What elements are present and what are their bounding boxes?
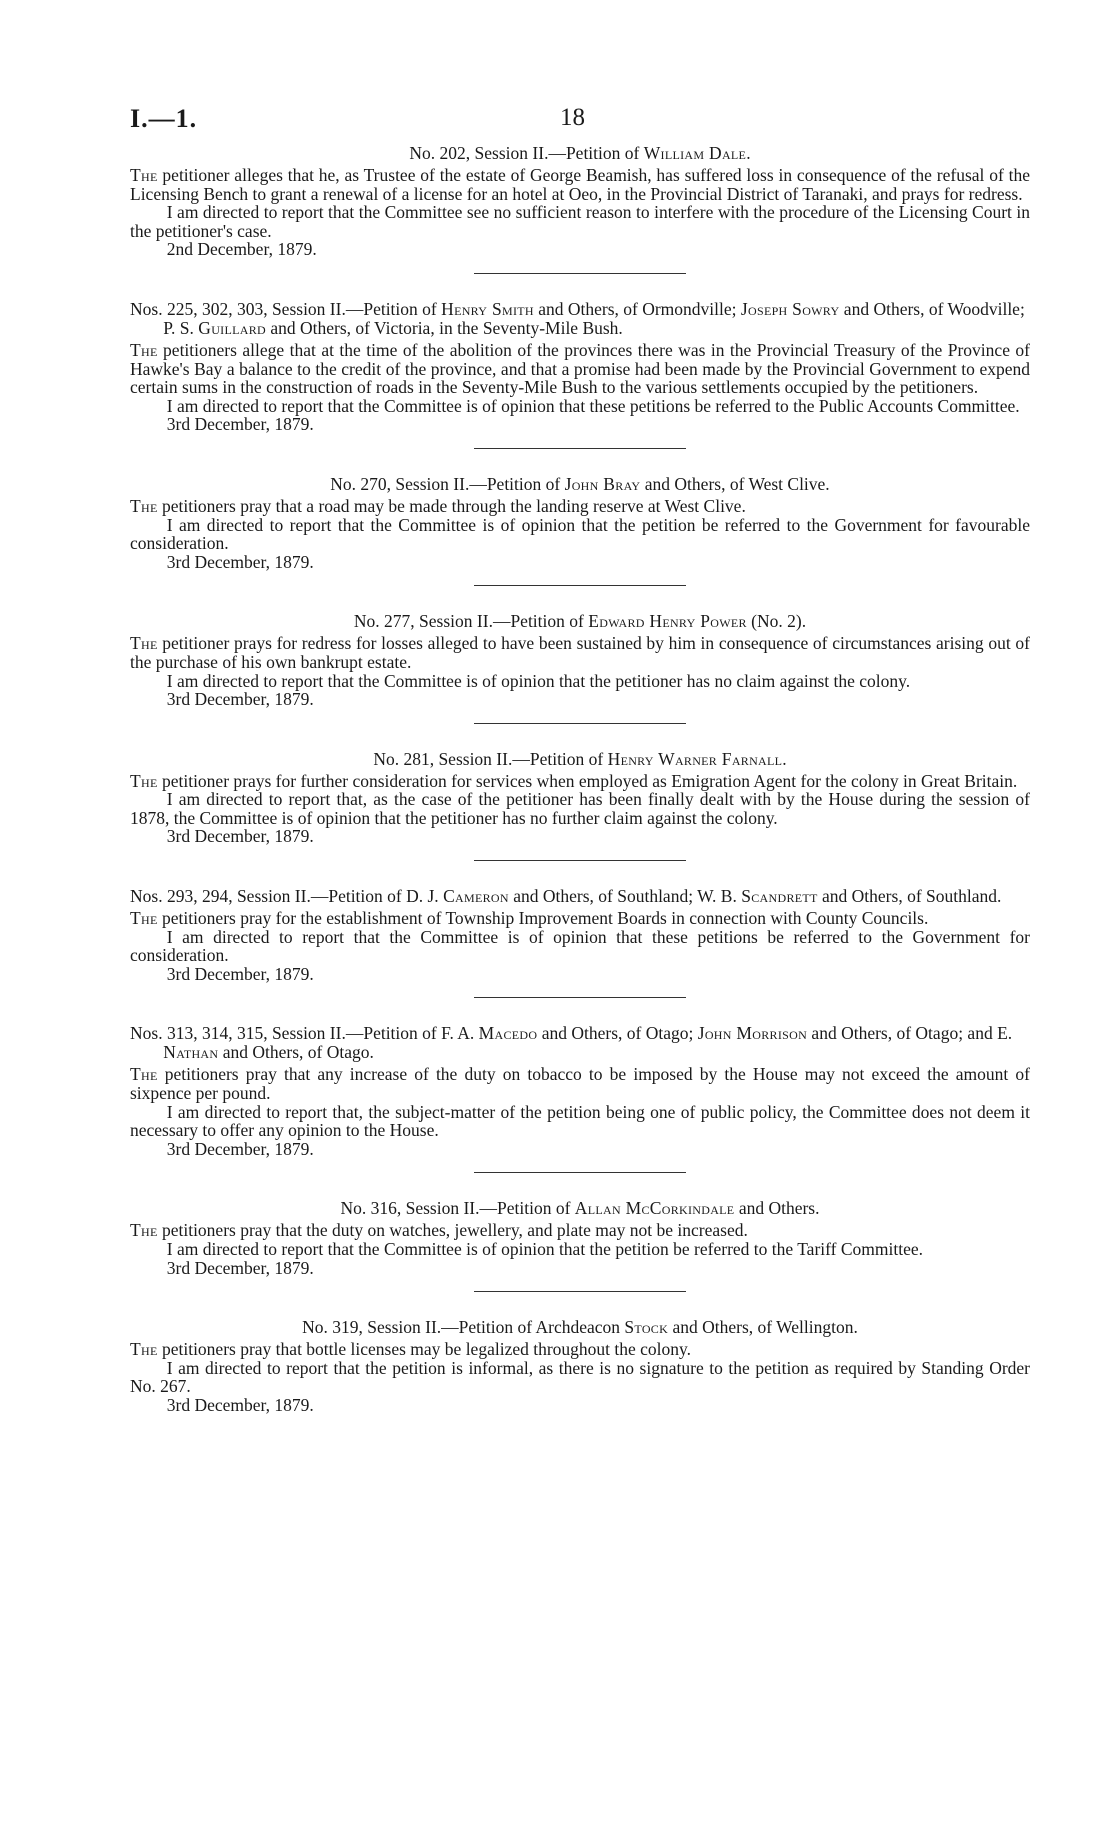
report-date: 3rd December, 1879. [166, 963, 314, 984]
petitioner-name: John Morrison [697, 1023, 808, 1044]
petition-313-314-315 [130, 1024, 1030, 1173]
petition-281 [130, 750, 1030, 861]
section-divider [474, 448, 686, 449]
petition-title: Nos. 313, 314, 315, Session II.—Petition of F. A. Macedo and Others, of Otago; John Morrison and Others, of Otago; and E. Nathan and Others, of Otago. [130, 1023, 1013, 1063]
petitioner-name: John Bray [564, 473, 641, 494]
committee-report: I am directed to report that the Committee see no sufficient reason to interfere with the procedure of the Licensing Court in the petitioner's case. [130, 202, 1030, 241]
petition-allegation: The petitioner prays for redress for losses alleged to have been sustained by him in consequence of circumstances arising out of the purchase of his own bankrupt estate. [130, 633, 1030, 672]
petition-title: No. 281, Session II.—Petition of Henry Warner Farnall. [373, 748, 787, 769]
petitioner-name: Joseph Sowry [740, 298, 840, 319]
report-date: 3rd December, 1879. [166, 414, 314, 435]
petition-270 [130, 475, 1030, 586]
petitioner-name: Stock [624, 1317, 669, 1338]
section-divider [474, 860, 686, 861]
section-divider [474, 1291, 686, 1292]
petition-title: Nos. 293, 294, Session II.—Petition of D. J. Cameron and Others, of Southland; W. B. Scandrett and Others, of Southland. [130, 886, 1002, 907]
petitioner-name: Cameron [443, 886, 509, 907]
petitioner-name: Guillard [198, 317, 266, 338]
petition-319 [130, 1318, 1030, 1414]
report-date: 3rd December, 1879. [166, 551, 314, 572]
page-number: 18 [560, 104, 585, 131]
petitioner-name: Nathan [163, 1042, 219, 1063]
petition-title: No. 202, Session II.—Petition of William Dale. [409, 143, 751, 163]
page-header [130, 96, 1030, 132]
petition-title: No. 319, Session II.—Petition of Archdeacon Stock and Others, of Wellington. [302, 1317, 858, 1338]
petition-293-294 [130, 887, 1030, 998]
page-code: I.—1. [130, 104, 198, 133]
petitioner-name: Macedo [478, 1023, 538, 1044]
petition-225-302-303 [130, 300, 1030, 449]
section-divider [474, 723, 686, 724]
petition-277 [130, 612, 1030, 723]
committee-report: I am directed to report that the petition is informal, as there is no signature to the petition as required by Standing Order No. 267. [130, 1357, 1030, 1397]
report-date: 2nd December, 1879. [166, 239, 317, 260]
report-date: 3rd December, 1879. [166, 1257, 314, 1278]
petitioner-name: Scandrett [741, 886, 818, 907]
petition-title: Nos. 225, 302, 303, Session II.—Petition of Henry Smith and Others, of Ormondville; Joseph Sowry and Others, of Woodville; P. S. Guillard and Others, of Victoria, in the Seventy-Mile Bush. [130, 298, 1025, 338]
committee-report: I am directed to report that the Committee is of opinion that the petition be referred to the Tariff Committee. [166, 1239, 923, 1259]
petitioner-name: Henry Warner Farnall [607, 748, 783, 769]
petition-allegation: The petitioners allege that at the time of the abolition of the provinces there was in the Provincial Treasury of the Province of Hawke's Bay a balance to the credit of the province, and that a promise had been made by the Provincial Government to expend certain sums in the construction of roads in the Seventy-Mile Bush to the various settlements occupied by the petitioners. [130, 339, 1030, 398]
petition-allegation: The petitioner alleges that he, as Trustee of the estate of George Beamish, has suffered loss in consequence of the refusal of the Licensing Bench to grant a renewal of a license for an hotel at Oeo, in the Provincial District of Taranaki, and prays for redress. [130, 165, 1030, 204]
report-date: 3rd December, 1879. [166, 1138, 314, 1159]
petition-allegation: The petitioners pray that the duty on watches, jewellery, and plate may not be increased. [130, 1220, 748, 1241]
committee-report: I am directed to report that the Committee is of opinion that these petitions be referred to the Public Accounts Committee. [166, 395, 1020, 416]
petition-202 [130, 144, 1030, 274]
petitioner-name: Henry Smith [441, 298, 534, 319]
report-date: 3rd December, 1879. [166, 1394, 314, 1415]
petition-title: No. 277, Session II.—Petition of Edward Henry Power (No. 2). [353, 611, 807, 632]
section-divider [474, 585, 686, 586]
petition-title: No. 316, Session II.—Petition of Allan McCorkindale and Others. [340, 1198, 820, 1219]
petition-allegation: The petitioners pray that a road may be made through the landing reserve at West Clive. [130, 495, 746, 516]
section-divider [474, 273, 686, 274]
section-divider [474, 997, 686, 998]
committee-report: I am directed to report that the Committee is of opinion that the petition be referred to the Government for favourable consideration. [130, 514, 1030, 554]
committee-report: I am directed to report that, the subject-matter of the petition being one of public policy, the Committee does not deem it necessary to offer any opinion to the House. [130, 1101, 1030, 1141]
petition-allegation: The petitioners pray that bottle licenses may be legalized throughout the colony. [130, 1339, 692, 1360]
petitioner-name: Allan McCorkindale [574, 1198, 735, 1219]
report-date: 3rd December, 1879. [166, 689, 314, 710]
petition-allegation: The petitioners pray for the establishment of Township Improvement Boards in connection with County Councils. [130, 908, 929, 929]
report-date: 3rd December, 1879. [166, 826, 314, 847]
petition-title: No. 270, Session II.—Petition of John Bray and Others, of West Clive. [330, 473, 830, 494]
committee-report: I am directed to report that the Committee is of opinion that the petitioner has no claim against the colony. [166, 670, 911, 691]
petition-316 [130, 1199, 1030, 1292]
committee-report: I am directed to report that the Committee is of opinion that these petitions be referred to the Government for consideration. [130, 926, 1030, 966]
petitioner-name: William Dale [643, 143, 747, 163]
petition-allegation: The petitioner prays for further consideration for services when employed as Emigration Agent for the colony in Great Britain. [130, 770, 1018, 791]
committee-report: I am directed to report that, as the case of the petitioner has been finally dealt with by the House during the session of 1878, the Committee is of opinion that the petitioner has no further claim against the colony. [130, 789, 1030, 828]
petition-allegation: The petitioners pray that any increase of the duty on tobacco to be imposed by the House may not exceed the amount of sixpence per pound. [130, 1064, 1030, 1104]
section-divider [474, 1172, 686, 1173]
petitioner-name: Edward Henry Power [588, 611, 747, 632]
